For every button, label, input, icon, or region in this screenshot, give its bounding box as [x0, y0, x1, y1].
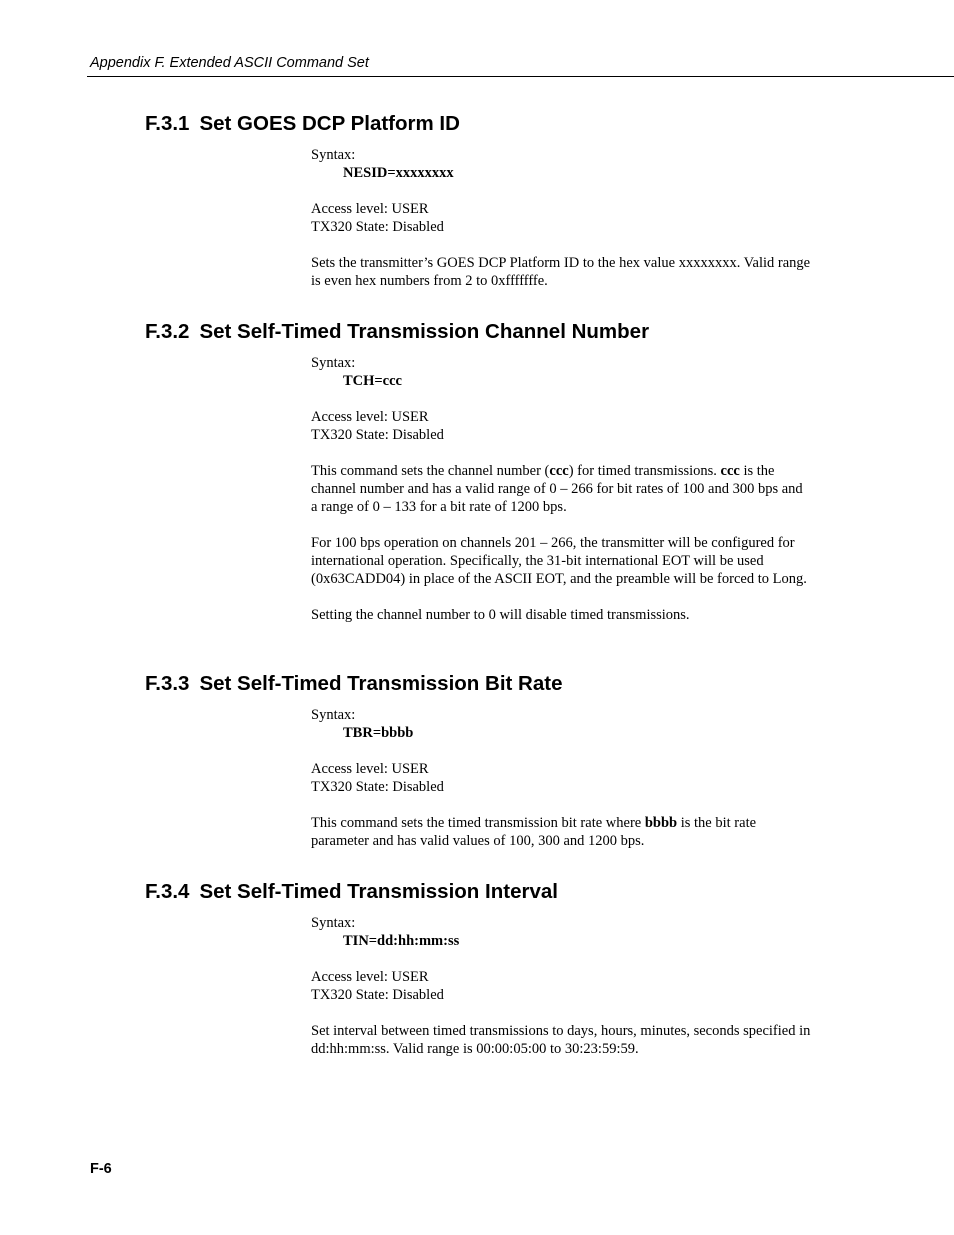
command-syntax: TIN=dd:hh:mm:ss [343, 933, 460, 949]
access-level: Access level: USER [311, 969, 429, 985]
description [311, 462, 811, 516]
section-heading [145, 112, 460, 136]
syntax-label: Syntax: [311, 147, 356, 163]
tx-state: TX320 State: Disabled [311, 779, 444, 795]
header-rule [87, 76, 954, 77]
section-number: F.3.2 [145, 320, 190, 343]
tx-state: TX320 State: Disabled [311, 427, 444, 443]
desc-text: ) for timed transmissions. [568, 463, 721, 479]
section-title: Set Self-Timed Transmission Bit Rate [199, 672, 563, 695]
page-number: F-6 [90, 1161, 112, 1177]
access-level: Access level: USER [311, 409, 429, 425]
section-body [311, 706, 811, 868]
section-number: F.3.1 [145, 112, 190, 135]
desc-text: is the channel number and has a valid range of 0 – 266 for bit rates of 100 and 300 bps and a range of 0 – 133 for a bit rate of 1200 bps. [311, 463, 803, 515]
description-international: For 100 bps operation on channels 201 – 266, the transmitter will be configured for international operation. Specifically, the 31-bit international EOT will be used (0x63CADD04) in place of the ASCII EOT, and the preamble will be forced to Long. [311, 535, 807, 587]
command-syntax: TCH=ccc [343, 373, 402, 389]
section-body [311, 146, 811, 308]
desc-text: This command sets the timed transmission bit rate where [311, 815, 645, 831]
desc-param: ccc [549, 463, 569, 479]
syntax-label: Syntax: [311, 915, 356, 931]
tx-state: TX320 State: Disabled [311, 219, 444, 235]
desc-text: This command sets the channel number ( [311, 463, 550, 479]
tx-state: TX320 State: Disabled [311, 987, 444, 1003]
section-heading [145, 320, 649, 344]
description [311, 814, 811, 850]
desc-text: is the bit rate parameter and has valid values of 100, 300 and 1200 bps. [311, 815, 757, 849]
description: Set interval between timed transmissions to days, hours, minutes, seconds specified in dd:hh:mm:ss. Valid range is 00:00:05:00 to 30:23:59:59. [311, 1023, 811, 1057]
description: Sets the transmitter’s GOES DCP Platform ID to the hex value xxxxxxxx. Valid range is even hex numbers from 2 to 0xfffffffe. [311, 255, 811, 289]
section-number: F.3.4 [145, 880, 190, 903]
desc-param: ccc [720, 463, 740, 479]
syntax-label: Syntax: [311, 707, 356, 723]
section-number: F.3.3 [145, 672, 190, 695]
access-level: Access level: USER [311, 201, 429, 217]
section-title: Set Self-Timed Transmission Channel Number [199, 320, 650, 343]
section-body [311, 354, 811, 642]
section-title: Set Self-Timed Transmission Interval [199, 880, 558, 903]
command-syntax: NESID=xxxxxxxx [343, 165, 454, 181]
running-header: Appendix F. Extended ASCII Command Set [90, 55, 369, 71]
section-title: Set GOES DCP Platform ID [199, 112, 460, 135]
command-syntax: TBR=bbbb [343, 725, 414, 741]
section-heading [145, 672, 562, 696]
section-heading [145, 880, 558, 904]
syntax-label: Syntax: [311, 355, 356, 371]
section-body [311, 914, 811, 1076]
description-disable: Setting the channel number to 0 will disable timed transmissions. [311, 607, 690, 623]
desc-param: bbbb [644, 815, 678, 831]
access-level: Access level: USER [311, 761, 429, 777]
